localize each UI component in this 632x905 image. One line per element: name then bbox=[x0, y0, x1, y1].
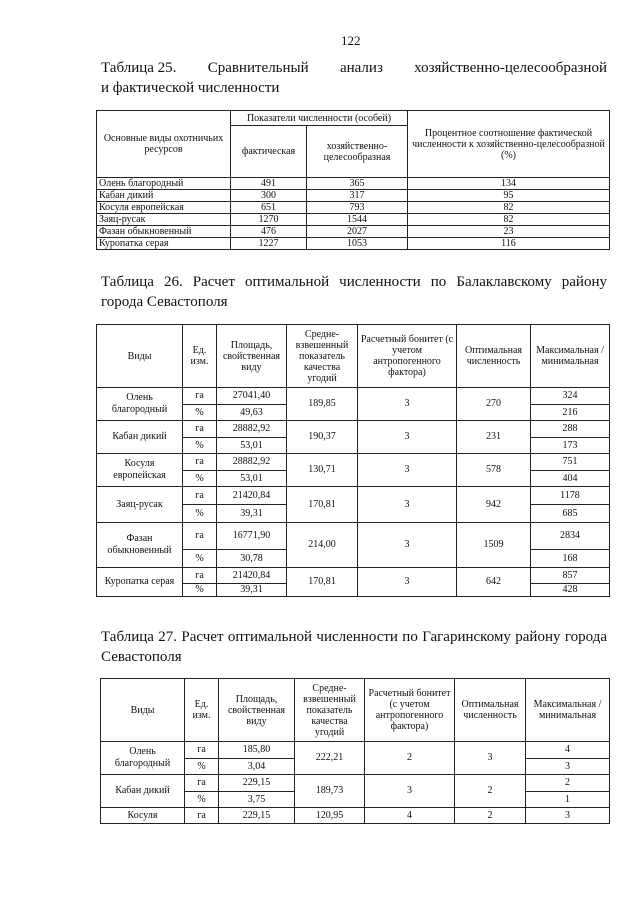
species-name: Косуля bbox=[101, 808, 185, 824]
species-name: Косуля европейская bbox=[97, 454, 183, 487]
species-name: Олень благородный bbox=[97, 178, 231, 190]
header-area: Площадь, свойственная виду bbox=[217, 325, 287, 388]
percent-cell: 95 bbox=[408, 190, 610, 202]
max-cell: 4 bbox=[526, 742, 610, 759]
unit-cell: га bbox=[183, 487, 217, 505]
caption-line: и фактической численности bbox=[101, 80, 280, 96]
header-species: Виды bbox=[101, 679, 185, 742]
unit-cell: % bbox=[183, 550, 217, 568]
unit-cell: % bbox=[183, 584, 217, 597]
unit-cell: % bbox=[185, 792, 219, 808]
bonitet-cell: 3 bbox=[358, 454, 457, 487]
species-name: Кабан дикий bbox=[101, 775, 185, 808]
quality-cell: 120,95 bbox=[295, 808, 365, 824]
table-row bbox=[97, 226, 610, 238]
unit-cell: % bbox=[183, 505, 217, 523]
economic-cell: 1544 bbox=[307, 214, 408, 226]
area-cell: 185,80 bbox=[219, 742, 295, 759]
species-name: Куропатка серая bbox=[97, 568, 183, 597]
unit-cell: га bbox=[183, 568, 217, 584]
unit-cell: га bbox=[183, 388, 217, 405]
area-cell: 53,01 bbox=[217, 471, 287, 487]
unit-cell: га bbox=[185, 775, 219, 792]
species-name: Олень благородный bbox=[101, 742, 185, 775]
optimal-cell: 3 bbox=[455, 742, 526, 775]
table-row bbox=[97, 421, 610, 438]
table-26 bbox=[96, 324, 610, 597]
quality-cell: 170,81 bbox=[287, 568, 358, 597]
header-optimal: Оптимальная численность bbox=[457, 325, 531, 388]
optimal-cell: 2 bbox=[455, 775, 526, 808]
unit-cell: га bbox=[183, 523, 217, 550]
area-cell: 39,31 bbox=[217, 584, 287, 597]
quality-cell: 189,85 bbox=[287, 388, 358, 421]
header-maxmin: Максимальная /минимальная bbox=[531, 325, 610, 388]
area-cell: 28882,92 bbox=[217, 454, 287, 471]
header-quality: Средне-взвешенный показатель качества угодий bbox=[287, 325, 358, 388]
actual-cell: 651 bbox=[231, 202, 307, 214]
optimal-cell: 270 bbox=[457, 388, 531, 421]
unit-cell: % bbox=[183, 405, 217, 421]
species-name: Заяц-русак bbox=[97, 487, 183, 523]
quality-cell: 190,37 bbox=[287, 421, 358, 454]
bonitet-cell: 2 bbox=[365, 742, 455, 775]
percent-cell: 116 bbox=[408, 238, 610, 250]
actual-cell: 1270 bbox=[231, 214, 307, 226]
table-row bbox=[101, 742, 610, 759]
table-row bbox=[97, 523, 610, 550]
area-cell: 27041,40 bbox=[217, 388, 287, 405]
bonitet-cell: 3 bbox=[358, 421, 457, 454]
bonitet-cell: 4 bbox=[365, 808, 455, 824]
area-cell: 3,04 bbox=[219, 759, 295, 775]
optimal-cell: 2 bbox=[455, 808, 526, 824]
unit-cell: % bbox=[185, 759, 219, 775]
percent-cell: 23 bbox=[408, 226, 610, 238]
bonitet-cell: 3 bbox=[365, 775, 455, 808]
min-cell: 404 bbox=[531, 471, 610, 487]
unit-cell: га bbox=[183, 421, 217, 438]
caption-word: Таблица 25. bbox=[101, 60, 177, 76]
optimal-cell: 642 bbox=[457, 568, 531, 597]
header-group: Показатели численности (особей) bbox=[231, 111, 408, 126]
header-economic: хозяйственно-целесообразная bbox=[307, 126, 408, 178]
economic-cell: 1053 bbox=[307, 238, 408, 250]
header-unit: Ед. изм. bbox=[185, 679, 219, 742]
percent-cell: 82 bbox=[408, 202, 610, 214]
area-cell: 28882,92 bbox=[217, 421, 287, 438]
table-row bbox=[101, 775, 610, 792]
area-cell: 53,01 bbox=[217, 438, 287, 454]
percent-cell: 82 bbox=[408, 214, 610, 226]
table-26-caption: Таблица 26. Расчет оптимальной численности по Балаклавскому району города Севастополя bbox=[101, 274, 607, 310]
area-cell: 3,75 bbox=[219, 792, 295, 808]
area-cell: 21420,84 bbox=[217, 568, 287, 584]
area-cell: 229,15 bbox=[219, 775, 295, 792]
optimal-cell: 1509 bbox=[457, 523, 531, 568]
quality-cell: 214,00 bbox=[287, 523, 358, 568]
max-cell: 857 bbox=[531, 568, 610, 584]
min-cell: 428 bbox=[531, 584, 610, 597]
species-name: Олень благородный bbox=[97, 388, 183, 421]
min-cell: 1 bbox=[526, 792, 610, 808]
species-name: Косуля европейская bbox=[97, 202, 231, 214]
header-percent: Процентное соотношение фактической численности к хозяйственно-целесообразной (%) bbox=[408, 111, 610, 178]
area-cell: 229,15 bbox=[219, 808, 295, 824]
economic-cell: 793 bbox=[307, 202, 408, 214]
actual-cell: 491 bbox=[231, 178, 307, 190]
max-cell: 288 bbox=[531, 421, 610, 438]
min-cell: 685 bbox=[531, 505, 610, 523]
area-cell: 39,31 bbox=[217, 505, 287, 523]
caption-word: Сравнительный bbox=[207, 60, 309, 76]
min-cell: 216 bbox=[531, 405, 610, 421]
species-name: Фазан обыкновенный bbox=[97, 226, 231, 238]
table-25-caption bbox=[101, 58, 607, 98]
unit-cell: га bbox=[185, 808, 219, 824]
area-cell: 21420,84 bbox=[217, 487, 287, 505]
table-row bbox=[97, 454, 610, 471]
caption-word: анализ bbox=[339, 60, 383, 76]
quality-cell: 222,21 bbox=[295, 742, 365, 775]
unit-cell: га bbox=[185, 742, 219, 759]
table-row bbox=[97, 388, 610, 405]
maxmin-cell: 3 bbox=[526, 808, 610, 824]
max-cell: 1178 bbox=[531, 487, 610, 505]
quality-cell: 130,71 bbox=[287, 454, 358, 487]
area-cell: 30,78 bbox=[217, 550, 287, 568]
table-row bbox=[97, 202, 610, 214]
max-cell: 324 bbox=[531, 388, 610, 405]
bonitet-cell: 3 bbox=[358, 487, 457, 523]
bonitet-cell: 3 bbox=[358, 523, 457, 568]
header-species: Основные виды охотничьих ресурсов bbox=[97, 111, 231, 178]
max-cell: 751 bbox=[531, 454, 610, 471]
page-number: 122 bbox=[341, 33, 361, 48]
table-25 bbox=[96, 110, 610, 250]
bonitet-cell: 3 bbox=[358, 568, 457, 597]
header-species: Виды bbox=[97, 325, 183, 388]
quality-cell: 170,81 bbox=[287, 487, 358, 523]
area-cell: 16771,90 bbox=[217, 523, 287, 550]
quality-cell: 189,73 bbox=[295, 775, 365, 808]
optimal-cell: 942 bbox=[457, 487, 531, 523]
header-quality: Средне-взвешенный показатель качества угодий bbox=[295, 679, 365, 742]
header-area: Площадь, свойственная виду bbox=[219, 679, 295, 742]
table-row bbox=[97, 178, 610, 190]
header-optimal: Оптимальная численность bbox=[455, 679, 526, 742]
min-cell: 168 bbox=[531, 550, 610, 568]
unit-cell: га bbox=[183, 454, 217, 471]
economic-cell: 317 bbox=[307, 190, 408, 202]
min-cell: 3 bbox=[526, 759, 610, 775]
unit-cell: % bbox=[183, 438, 217, 454]
bonitet-cell: 3 bbox=[358, 388, 457, 421]
species-name: Фазан обыкновенный bbox=[97, 523, 183, 568]
area-cell: 49,63 bbox=[217, 405, 287, 421]
table-row bbox=[97, 568, 610, 584]
table-27 bbox=[100, 678, 610, 824]
header-bonitet: Расчетный бонитет (с учетом антропогенного фактора) bbox=[365, 679, 455, 742]
actual-cell: 300 bbox=[231, 190, 307, 202]
economic-cell: 365 bbox=[307, 178, 408, 190]
table-row bbox=[97, 238, 610, 250]
header-unit: Ед. изм. bbox=[183, 325, 217, 388]
header-bonitet: Расчетный бонитет (с учетом антропогенного фактора) bbox=[358, 325, 457, 388]
percent-cell: 134 bbox=[408, 178, 610, 190]
caption-word: хозяйственно-целесообразной bbox=[414, 60, 607, 76]
optimal-cell: 578 bbox=[457, 454, 531, 487]
optimal-cell: 231 bbox=[457, 421, 531, 454]
species-name: Куропатка серая bbox=[97, 238, 231, 250]
header-actual: фактическая bbox=[231, 126, 307, 178]
species-name: Заяц-русак bbox=[97, 214, 231, 226]
table-row bbox=[97, 214, 610, 226]
max-cell: 2 bbox=[526, 775, 610, 792]
species-name: Кабан дикий bbox=[97, 190, 231, 202]
actual-cell: 1227 bbox=[231, 238, 307, 250]
actual-cell: 476 bbox=[231, 226, 307, 238]
max-cell: 2834 bbox=[531, 523, 610, 550]
table-27-caption: Таблица 27. Расчет оптимальной численности по Гагаринскому району города Севастополя bbox=[101, 629, 607, 665]
header-maxmin: Максимальная /минимальная bbox=[526, 679, 610, 742]
species-name: Кабан дикий bbox=[97, 421, 183, 454]
unit-cell: % bbox=[183, 471, 217, 487]
table-row bbox=[97, 190, 610, 202]
min-cell: 173 bbox=[531, 438, 610, 454]
economic-cell: 2027 bbox=[307, 226, 408, 238]
table-row bbox=[97, 487, 610, 505]
